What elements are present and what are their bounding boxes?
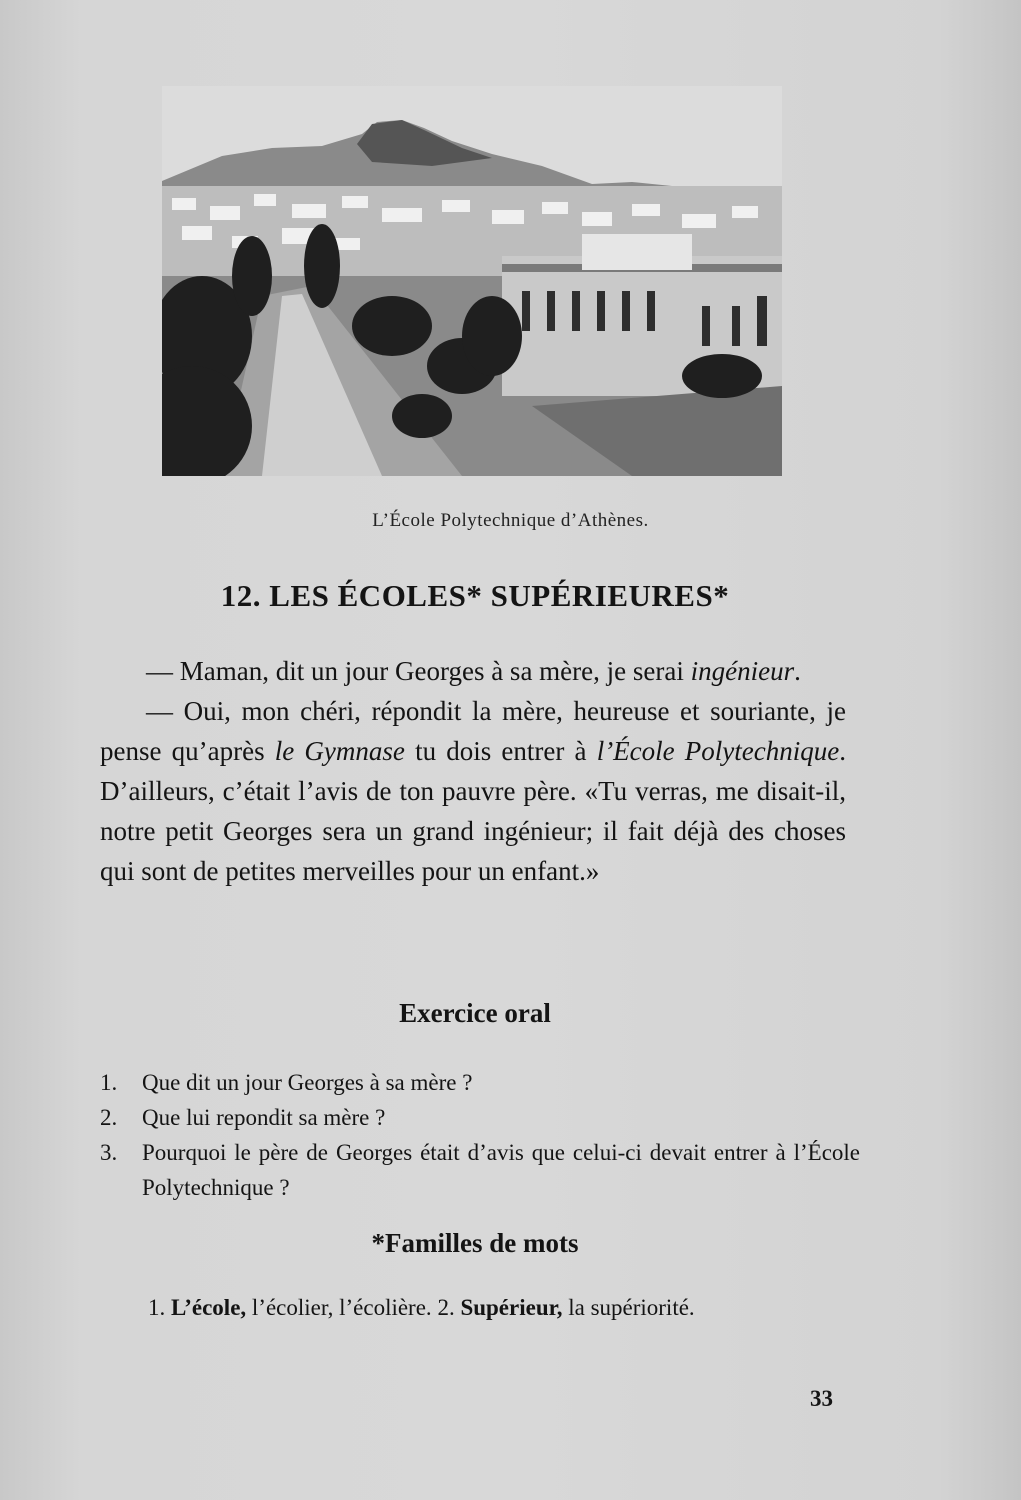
- p2-emphasis-gymnase: le Gymnase: [274, 736, 405, 766]
- p2-text-b: tu dois entrer à: [404, 736, 597, 766]
- list-item: [100, 1135, 860, 1205]
- word-families: [100, 1290, 850, 1326]
- family-number-2: 2.: [437, 1295, 455, 1320]
- family-rest-1: l’écolier, l’écolière.: [246, 1295, 438, 1320]
- page-number: 33: [810, 1386, 833, 1411]
- list-item: [100, 1100, 860, 1135]
- exercise-heading: Exercice oral: [399, 998, 551, 1028]
- word-families-heading: *Familles de mots: [371, 1228, 579, 1258]
- athens-cityscape-image: [162, 86, 782, 476]
- paragraph-1: [100, 651, 846, 691]
- word-families-text: [100, 1290, 850, 1326]
- p1-emphasis: ingénieur: [690, 656, 795, 686]
- paragraph-2: [100, 691, 846, 891]
- p2-text-c: . D’ailleurs, c’était l’avis de ton pauvre père. «Tu verras, me disait-il, notre petit Georges sera un grand ingénieur; il fait déjà des choses qui sont de petites merveilles pour un enfant.»: [100, 736, 846, 886]
- question-text: Que lui repondit sa mère ?: [142, 1105, 386, 1130]
- p1-text-a: — Maman, dit un jour Georges à sa mère, je serai: [146, 656, 691, 686]
- question-number: 2.: [100, 1105, 118, 1130]
- question-text: Pourquoi le père de Georges était d’avis que celui-ci devait entrer à l’École Polytechnique ?: [142, 1140, 860, 1200]
- question-number: 1.: [100, 1070, 118, 1095]
- family-rest-2: la supériorité.: [562, 1295, 695, 1320]
- lesson-text: [100, 651, 846, 891]
- p2-emphasis-ecole: l’École Polytechnique: [596, 736, 840, 766]
- photo-caption: L’École Polytechnique d’Athènes.: [372, 510, 649, 531]
- family-word-2: Supérieur,: [460, 1295, 563, 1320]
- question-number: 3.: [100, 1140, 118, 1165]
- list-item: [100, 1065, 860, 1100]
- family-number-1: 1.: [148, 1295, 166, 1320]
- question-text: Que dit un jour Georges à sa mère ?: [142, 1070, 473, 1095]
- family-word-1: L’école,: [171, 1295, 247, 1320]
- p1-text-b: .: [794, 656, 801, 686]
- athens-photo: [162, 86, 782, 476]
- p2-text-a: — Oui, mon chéri, répondit la mère, heureuse et souriante, je pense qu’après: [100, 696, 846, 766]
- lesson-title: 12. LES ÉCOLES* SUPÉRIEURES*: [220, 578, 730, 613]
- question-list: [100, 1065, 860, 1205]
